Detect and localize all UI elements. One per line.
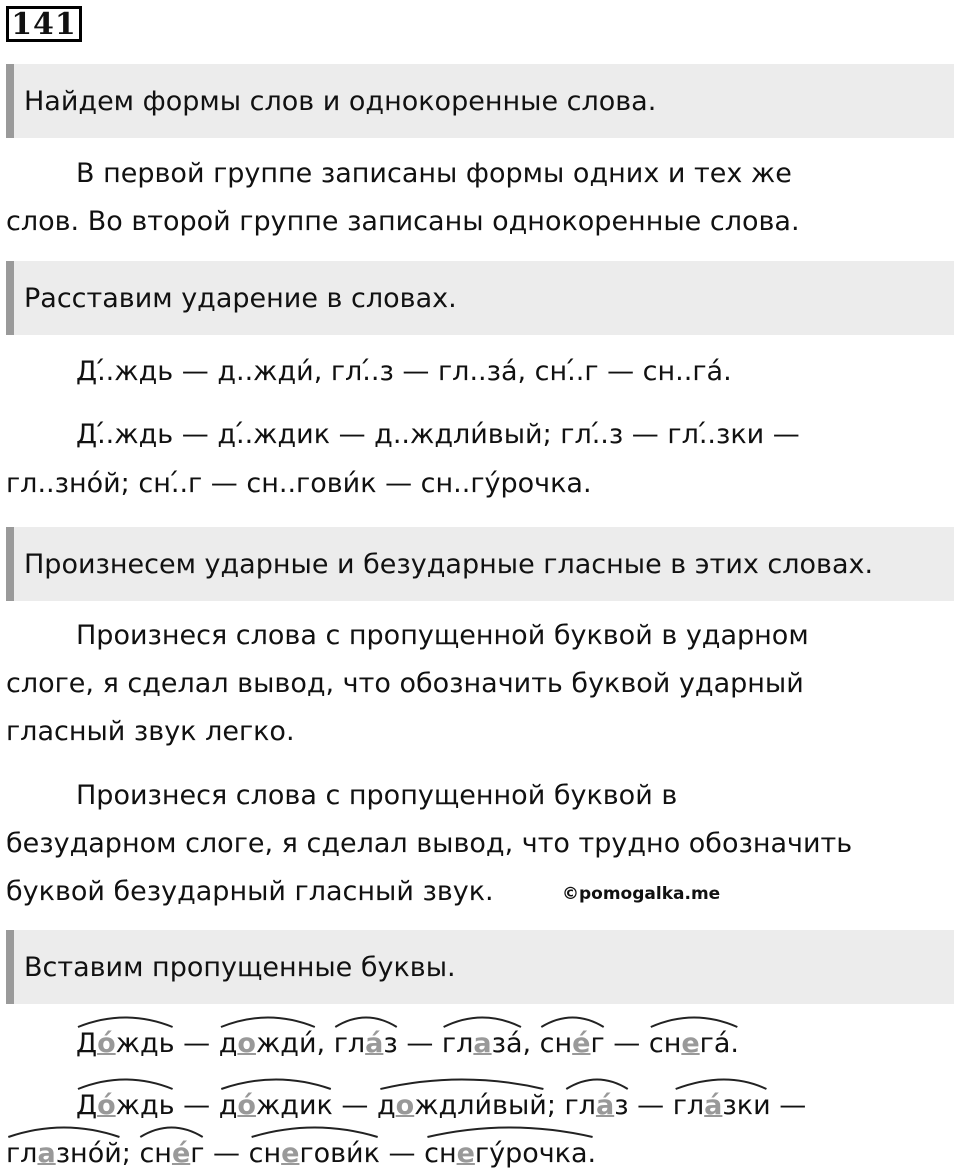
- inserted-vowel: о: [237, 1028, 256, 1059]
- separator: —: [174, 1028, 219, 1059]
- separator: —: [204, 1138, 249, 1169]
- root-text: д: [377, 1090, 396, 1121]
- root-text: гл: [672, 1090, 705, 1121]
- paragraph-line: гл..зно́й; сн.́.г — сн..гови́к — сн..гу́рочка.: [6, 468, 592, 499]
- paragraph-line: Произнеся слова с пропущенной буквой в ударном: [76, 620, 809, 651]
- heading-text: Вставим пропущенные буквы.: [24, 951, 456, 983]
- root-text: Д: [76, 1028, 98, 1059]
- heading-text: Найдем формы слов и однокоренные слова.: [24, 85, 657, 117]
- root-text: гл: [564, 1090, 596, 1121]
- root-text: за́: [491, 1028, 523, 1059]
- root-segment: [540, 1028, 605, 1059]
- root-text: д: [218, 1028, 238, 1059]
- heading-text: Расставим ударение в словах.: [24, 282, 457, 314]
- answer-line-2: [76, 1090, 806, 1121]
- root-text: сн: [424, 1138, 457, 1169]
- root-arc-icon: [76, 1012, 175, 1028]
- root-segment: [6, 1138, 122, 1169]
- paragraph-line: Произнеся слова с пропущенной буквой в: [76, 780, 678, 811]
- inserted-vowel: а́: [365, 1028, 384, 1059]
- root-arc-icon: [139, 1122, 204, 1138]
- inserted-vowel: а́: [595, 1090, 615, 1121]
- section-heading-1: [6, 64, 954, 138]
- root-text: сн: [539, 1028, 573, 1059]
- inserted-vowel: е: [681, 1028, 700, 1059]
- separator: —: [604, 1028, 649, 1059]
- root-segment: [673, 1090, 806, 1121]
- root-arc-icon: [6, 1122, 122, 1138]
- root-arc-icon: [442, 1012, 523, 1028]
- heading-accent-bar: [6, 527, 14, 601]
- heading-accent-bar: [6, 261, 14, 335]
- root-text: з: [383, 1028, 398, 1059]
- inserted-vowel: о: [395, 1090, 415, 1121]
- inserted-vowel: е́: [171, 1138, 191, 1169]
- root-text: д: [218, 1090, 238, 1121]
- paragraph-line: Д.́.ждь — д.́.ждик — д..ждли́вый; гл.́.з — гл.́.зки —: [76, 419, 800, 450]
- paragraph-line: буквой безударный гласный звук.: [6, 876, 494, 907]
- paragraph-line: В первой группе записаны формы одних и тех же: [76, 158, 792, 189]
- inserted-vowel: о́: [97, 1090, 116, 1121]
- separator: ,: [316, 1028, 334, 1059]
- root-segment: [334, 1028, 398, 1059]
- root-text: ждик: [255, 1090, 333, 1121]
- paragraph-line: слов. Во второй группе записаны однокоренные слова.: [6, 206, 800, 237]
- root-segment: [139, 1138, 204, 1169]
- root-arc-icon: [424, 1122, 596, 1138]
- root-segment: [219, 1090, 333, 1121]
- root-arc-icon: [219, 1074, 333, 1090]
- root-arc-icon: [673, 1074, 806, 1090]
- root-text: гл: [6, 1138, 38, 1169]
- section-heading-4: [6, 930, 954, 1004]
- separator: —: [379, 1138, 425, 1169]
- inserted-vowel: о́: [97, 1028, 116, 1059]
- paragraph-line: гласный звук легко.: [6, 716, 295, 747]
- root-text: ждли́вый: [414, 1090, 547, 1121]
- inserted-vowel: е: [456, 1138, 475, 1169]
- root-text: г: [590, 1028, 605, 1059]
- root-segment: [649, 1028, 739, 1059]
- inserted-vowel: е́: [572, 1028, 591, 1059]
- answer-line-3: [6, 1138, 596, 1169]
- separator: —: [397, 1028, 442, 1059]
- root-text: г: [190, 1138, 205, 1169]
- root-text: гу́рочка.: [474, 1138, 597, 1169]
- answer-line-1: [76, 1028, 739, 1059]
- paragraph-line: Д.́.ждь — д..жди́, гл.́.з — гл..за́, сн.́.г — сн..га́.: [76, 356, 732, 387]
- root-arc-icon: [540, 1012, 605, 1028]
- heading-text: Произнесем ударные и безударные гласные в этих словах.: [24, 548, 874, 580]
- root-text: гл: [333, 1028, 366, 1059]
- root-segment: [377, 1090, 547, 1121]
- root-text: гл: [441, 1028, 474, 1059]
- separator: ;: [546, 1090, 565, 1121]
- inserted-vowel: а́: [704, 1090, 723, 1121]
- root-arc-icon: [334, 1012, 398, 1028]
- task-number: 141: [6, 6, 82, 42]
- inserted-vowel: о́: [237, 1090, 256, 1121]
- root-segment: [565, 1090, 629, 1121]
- root-segment: [442, 1028, 523, 1059]
- separator: ,: [522, 1028, 540, 1059]
- root-text: з: [614, 1090, 629, 1121]
- root-text: га́.: [699, 1028, 739, 1059]
- root-text: ждь: [115, 1090, 175, 1121]
- root-arc-icon: [649, 1012, 739, 1028]
- root-segment: [219, 1028, 317, 1059]
- root-arc-icon: [377, 1074, 547, 1090]
- separator: ;: [121, 1138, 140, 1169]
- heading-accent-bar: [6, 930, 14, 1004]
- root-text: зно́й: [55, 1138, 122, 1169]
- root-arc-icon: [565, 1074, 629, 1090]
- section-heading-3: [6, 527, 954, 601]
- root-segment: [76, 1090, 175, 1121]
- separator: —: [332, 1090, 377, 1121]
- root-segment: [424, 1138, 596, 1169]
- paragraph-line: безударном слоге, я сделал вывод, что трудно обозначить: [6, 828, 853, 859]
- root-segment: [249, 1138, 380, 1169]
- inserted-vowel: а: [37, 1138, 56, 1169]
- paragraph-line: слоге, я сделал вывод, что обозначить буквой ударный: [6, 668, 804, 699]
- root-text: сн: [648, 1028, 682, 1059]
- heading-accent-bar: [6, 64, 14, 138]
- watermark: ©pomogalka.me: [562, 884, 721, 904]
- root-arc-icon: [76, 1074, 175, 1090]
- root-arc-icon: [249, 1122, 380, 1138]
- root-arc-icon: [219, 1012, 317, 1028]
- root-text: жди́: [255, 1028, 317, 1059]
- root-text: сн: [248, 1138, 282, 1169]
- root-text: зки —: [722, 1090, 807, 1121]
- separator: —: [628, 1090, 673, 1121]
- root-text: ждь: [115, 1028, 175, 1059]
- root-text: сн: [139, 1138, 172, 1169]
- root-text: Д: [76, 1090, 98, 1121]
- root-segment: [76, 1028, 175, 1059]
- inserted-vowel: е: [281, 1138, 300, 1169]
- root-text: гови́к: [299, 1138, 380, 1169]
- section-heading-2: [6, 261, 954, 335]
- inserted-vowel: а: [473, 1028, 492, 1059]
- separator: —: [174, 1090, 219, 1121]
